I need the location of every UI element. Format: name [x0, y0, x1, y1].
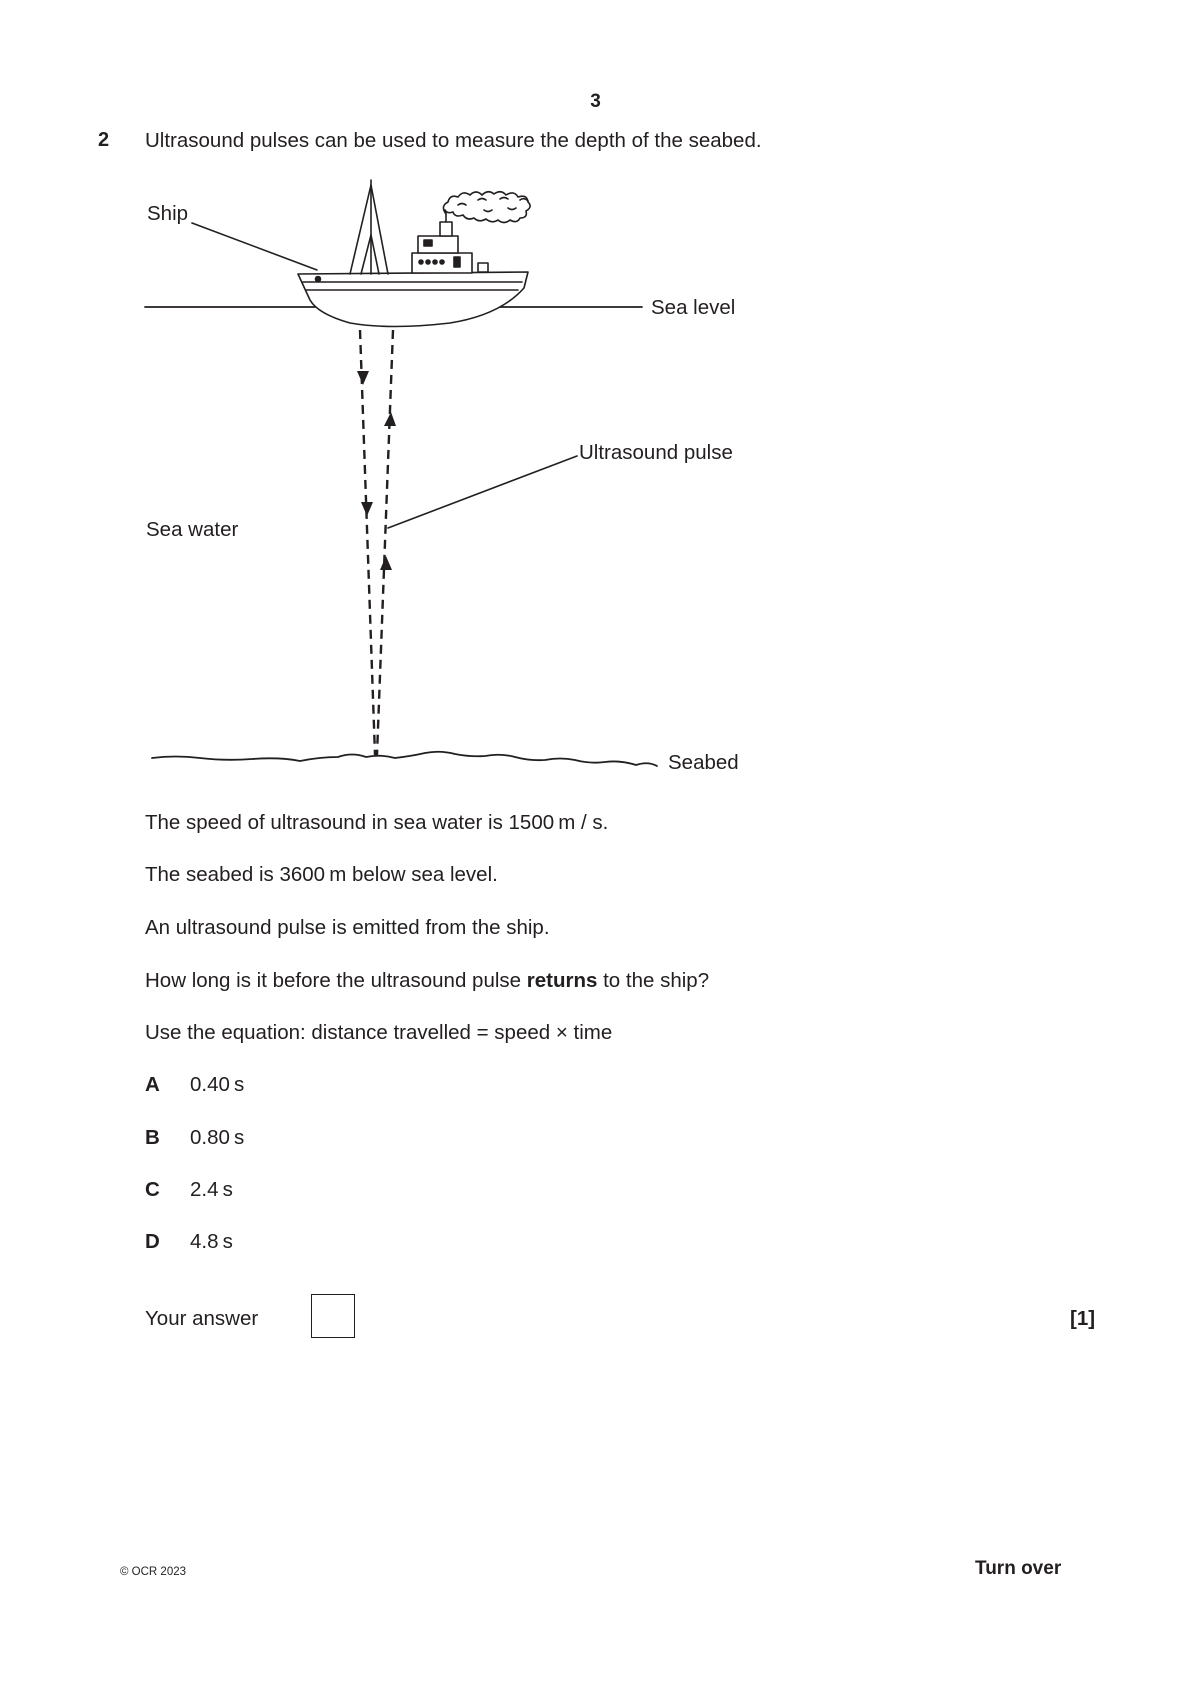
option-d-value: 4.8 s	[190, 1230, 233, 1253]
answer-label: Your answer	[145, 1307, 259, 1330]
option-a-value: 0.40 s	[190, 1073, 245, 1096]
answer-box[interactable]	[311, 1294, 355, 1338]
sea-water-label: Sea water	[146, 518, 239, 541]
option-a-letter: A	[145, 1073, 160, 1096]
ultrasound-depth-diagram	[0, 0, 1191, 800]
option-d-letter: D	[145, 1230, 160, 1253]
emission-statement: An ultrasound pulse is emitted from the ship.	[145, 916, 550, 939]
ultrasound-pulse-label: Ultrasound pulse	[579, 441, 733, 464]
ship-leader-line	[192, 223, 317, 270]
pulse-down-arrow-2	[361, 502, 373, 516]
turn-over-note: Turn over	[975, 1558, 1062, 1579]
copyright-notice: © OCR 2023	[120, 1566, 187, 1578]
seabed-line	[152, 752, 657, 766]
question-stem: Ultrasound pulses can be used to measure the depth of the seabed.	[145, 129, 762, 152]
question-prompt: How long is it before the ultrasound pulse returns to the ship?	[145, 969, 710, 992]
ship-smoke	[443, 192, 530, 223]
pulse-up-arrow-1	[384, 412, 396, 426]
ship-label: Ship	[147, 202, 189, 225]
page-number: 3	[590, 91, 601, 112]
ultrasound-leader-line	[388, 456, 577, 528]
question-number: 2	[98, 129, 110, 151]
option-c-value: 2.4 s	[190, 1178, 233, 1201]
seabed-label: Seabed	[668, 751, 739, 774]
pulse-down-arrow-1	[357, 371, 369, 385]
marks-indicator: [1]	[1070, 1307, 1096, 1330]
option-c-letter: C	[145, 1178, 160, 1201]
depth-statement: The seabed is 3600 m below sea level.	[145, 863, 498, 886]
pulse-up-arrow-2	[380, 556, 392, 570]
option-b-value: 0.80 s	[190, 1126, 245, 1149]
option-b-letter: B	[145, 1126, 160, 1149]
sea-level-label: Sea level	[651, 296, 736, 319]
pulse-down-path	[360, 330, 375, 755]
ship-hull	[298, 272, 528, 327]
equation-statement: Use the equation: distance travelled = speed × time	[145, 1021, 613, 1044]
speed-statement: The speed of ultrasound in sea water is 1500 m / s.	[145, 811, 609, 834]
pulse-up-path	[377, 330, 393, 755]
